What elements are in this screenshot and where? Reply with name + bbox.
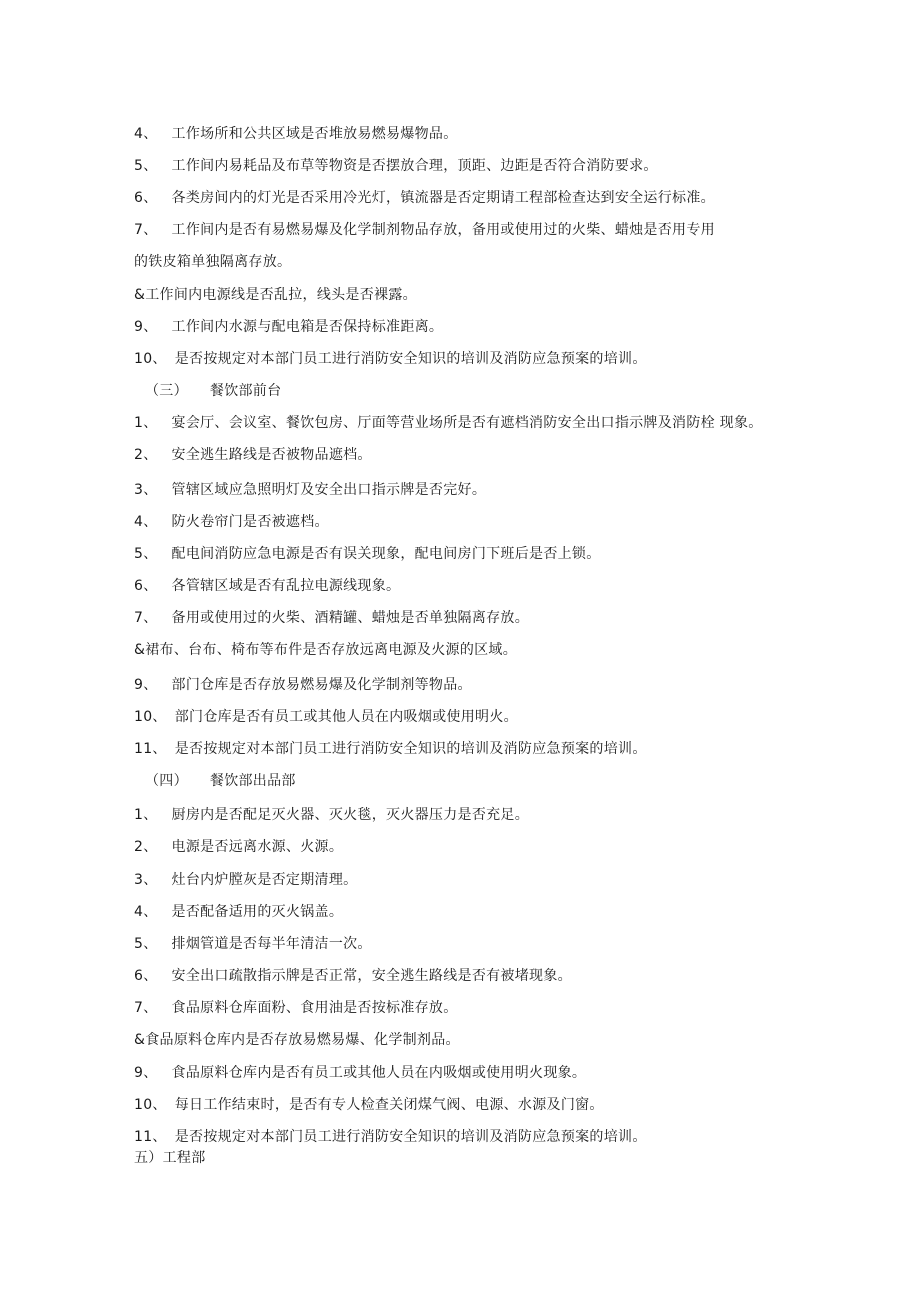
item-number: 4、 xyxy=(134,904,158,920)
item-number: 6、 xyxy=(134,578,158,594)
item-text: 工作间内易耗品及布草等物资是否摆放合理，顶距、边距是否符合消防要求。 xyxy=(171,158,658,174)
item-text: 安全出口疏散指示牌是否正常，安全逃生路线是否有被堵现象。 xyxy=(171,968,572,984)
list-item xyxy=(134,641,517,659)
list-item xyxy=(134,1128,647,1146)
item-number: 4、 xyxy=(134,514,158,530)
item-text: &裙布、台布、椅布等布件是否存放远离电源及火源的区域。 xyxy=(134,642,518,658)
list-item xyxy=(134,318,443,336)
item-number: 9、 xyxy=(134,319,158,335)
item-text: 是否按规定对本部门员工进行消防安全知识的培训及消防应急预案的培训。 xyxy=(174,351,647,367)
item-text: 部门仓库是否存放易燃易爆及化学制剂等物品。 xyxy=(171,677,472,693)
item-number: 5、 xyxy=(134,936,158,952)
list-item xyxy=(134,545,601,563)
list-item xyxy=(134,609,529,627)
item-text: &食品原料仓库内是否存放易燃易爆、化学制剂品。 xyxy=(134,1032,460,1048)
list-item xyxy=(134,221,715,239)
item-number: 9、 xyxy=(134,1065,158,1081)
item-number: 11、 xyxy=(134,1129,167,1145)
item-number: 2、 xyxy=(134,447,158,463)
list-item xyxy=(134,676,472,694)
item-number: 1、 xyxy=(134,415,158,431)
item-number: 5、 xyxy=(134,158,158,174)
section-title: 餐饮部出品部 xyxy=(209,773,296,789)
item-text: 是否按规定对本部门员工进行消防安全知识的培训及消防应急预案的培训。 xyxy=(174,741,647,757)
list-item xyxy=(134,903,343,921)
list-item xyxy=(134,1031,460,1049)
item-text: 部门仓库是否有员工或其他人员在内吸烟或使用明火。 xyxy=(174,709,518,725)
list-item xyxy=(134,286,417,304)
item-text: 灶台内炉膛灰是否定期清理。 xyxy=(171,872,358,888)
list-item xyxy=(134,577,400,595)
list-item xyxy=(134,871,357,889)
item-text: 安全逃生路线是否被物品遮档。 xyxy=(171,447,372,463)
item-number: 7、 xyxy=(134,222,158,238)
item-text: 各管辖区域是否有乱拉电源线现象。 xyxy=(171,578,401,594)
item-text: 各类房间内的灯光是否采用冷光灯，镇流器是否定期请工程部检查达到安全运行标准。 xyxy=(171,190,715,206)
list-item xyxy=(134,414,763,432)
section-heading xyxy=(134,1149,206,1167)
item-number: 7、 xyxy=(134,610,158,626)
item-number: 1、 xyxy=(134,807,158,823)
list-item xyxy=(134,740,647,758)
item-number: 3、 xyxy=(134,872,158,888)
item-number: 3、 xyxy=(134,482,158,498)
item-text: 配电间消防应急电源是否有误关现象，配电间房门下班后是否上锁。 xyxy=(171,546,601,562)
item-text: 是否按规定对本部门员工进行消防安全知识的培训及消防应急预案的培训。 xyxy=(174,1129,647,1145)
item-text: 工作间内是否有易燃易爆及化学制剂物品存放，备用或使用过的火柴、蜡烛是否用专用 xyxy=(171,222,715,238)
list-item xyxy=(134,189,715,207)
item-text: 食品原料仓库内是否有员工或其他人员在内吸烟或使用明火现象。 xyxy=(171,1065,587,1081)
list-item xyxy=(134,838,343,856)
item-text: 的铁皮箱单独隔离存放。 xyxy=(134,254,292,270)
list-item xyxy=(134,125,458,143)
list-item xyxy=(134,157,658,175)
list-item xyxy=(134,446,372,464)
item-number: 6、 xyxy=(134,190,158,206)
list-item xyxy=(134,1096,604,1114)
list-item xyxy=(134,1064,586,1082)
item-number: 4、 xyxy=(134,126,158,142)
list-item xyxy=(134,999,458,1017)
list-item xyxy=(134,935,372,953)
item-text: 是否配备适用的灭火锅盖。 xyxy=(171,904,344,920)
list-item xyxy=(134,350,647,368)
section-number: （三） xyxy=(145,383,188,399)
section-heading xyxy=(145,772,296,790)
section-title: 餐饮部前台 xyxy=(209,383,282,399)
item-text: 备用或使用过的火柴、酒精罐、蜡烛是否单独隔离存放。 xyxy=(171,610,530,626)
item-text: 防火卷帘门是否被遮档。 xyxy=(171,514,329,530)
item-number: 11、 xyxy=(134,741,167,757)
item-text: 管辖区域应急照明灯及安全出口指示牌是否完好。 xyxy=(171,482,487,498)
item-number: 7、 xyxy=(134,1000,158,1016)
item-number: 6、 xyxy=(134,968,158,984)
item-number: 10、 xyxy=(134,351,167,367)
list-item xyxy=(134,967,572,985)
item-text: &工作间内电源线是否乱拉，线头是否裸露。 xyxy=(134,287,417,303)
section-heading xyxy=(145,382,281,400)
item-text: 电源是否远离水源、火源。 xyxy=(171,839,344,855)
item-text: 排烟管道是否每半年清洁一次。 xyxy=(171,936,372,952)
item-number: 2、 xyxy=(134,839,158,855)
list-item xyxy=(134,708,518,726)
item-text: 厨房内是否配足灭火器、灭火毯，灭火器压力是否充足。 xyxy=(171,807,530,823)
list-item xyxy=(134,481,486,499)
list-item-continuation xyxy=(134,253,291,271)
list-item xyxy=(134,513,329,531)
list-item xyxy=(134,806,529,824)
item-text: 每日工作结束时，是否有专人检查关闭煤气阀、电源、水源及门窗。 xyxy=(174,1097,604,1113)
item-number: 9、 xyxy=(134,677,158,693)
section-title: 五）工程部 xyxy=(134,1150,206,1166)
item-text: 食品原料仓库面粉、食用油是否按标准存放。 xyxy=(171,1000,458,1016)
item-text: 工作间内水源与配电箱是否保持标准距离。 xyxy=(171,319,444,335)
item-text: 工作场所和公共区域是否堆放易燃易爆物品。 xyxy=(171,126,458,142)
section-number: （四） xyxy=(145,773,188,789)
item-text: 宴会厅、会议室、餐饮包房、厅面等营业场所是否有遮档消防安全出口指示牌及消防栓 现象。 xyxy=(171,415,763,431)
item-number: 10、 xyxy=(134,709,167,725)
item-number: 5、 xyxy=(134,546,158,562)
item-number: 10、 xyxy=(134,1097,167,1113)
